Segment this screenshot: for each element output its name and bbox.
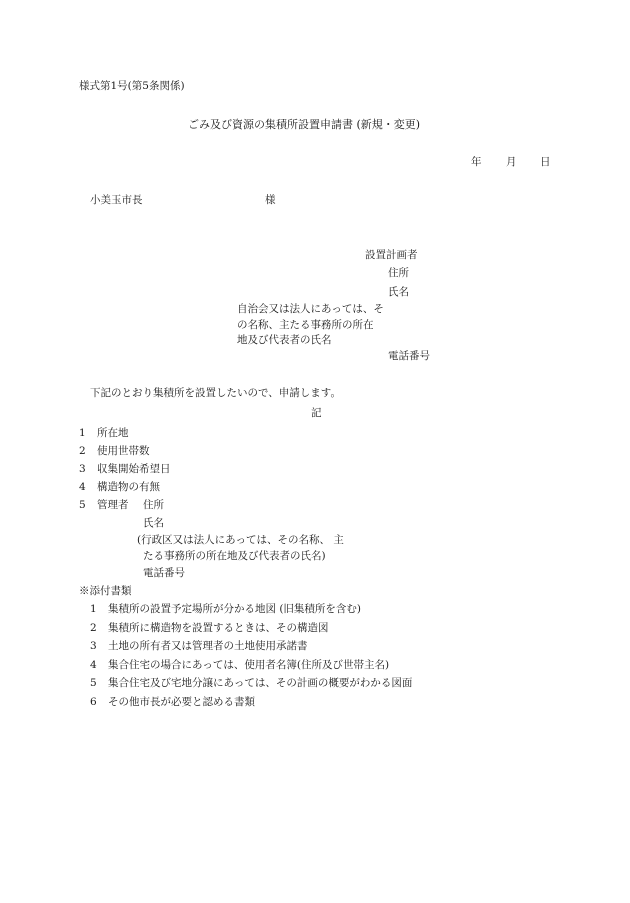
form-number: 様式第1号(第5条関係) — [79, 80, 185, 92]
item-number: 5 — [79, 499, 86, 511]
date-day-label: 日 — [540, 156, 551, 168]
item-number: 1 — [79, 427, 86, 439]
attachment-number: 1 — [90, 603, 97, 615]
item-label: 構造物の有無 — [97, 481, 160, 493]
applicant-note-line: の名称、主たる事務所の所在 — [237, 319, 374, 331]
attachments-heading: ※添付書類 — [79, 585, 132, 597]
addressee-honorific: 様 — [265, 194, 276, 206]
attachment-number: 4 — [90, 659, 97, 671]
manager-note-line: たる事務所の所在地及び代表者の氏名) — [143, 550, 326, 562]
applicant-name-label: 氏名 — [388, 286, 409, 298]
applicant-phone-label: 電話番号 — [388, 350, 430, 362]
manager-note-line: (行政区又は法人にあっては、その名称、 主 — [137, 534, 344, 546]
attachment-text: 集合住宅及び宅地分譲にあっては、その計画の概要がわかる図面 — [108, 677, 413, 689]
manager-phone-label: 電話番号 — [143, 567, 185, 579]
date-month-label: 月 — [506, 156, 517, 168]
addressee-name: 小美玉市長 — [90, 194, 143, 206]
application-statement: 下記のとおり集積所を設置したいので、申請します。 — [90, 387, 341, 399]
item-number: 3 — [79, 463, 86, 475]
item-number: 4 — [79, 481, 86, 493]
item-label: 収集開始希望日 — [97, 463, 171, 475]
attachment-number: 5 — [90, 677, 97, 689]
date-year-label: 年 — [471, 156, 482, 168]
attachment-text: 土地の所有者又は管理者の土地使用承諾書 — [108, 640, 308, 652]
attachment-number: 3 — [90, 640, 97, 652]
attachment-text: その他市長が必要と認める書類 — [108, 696, 255, 708]
manager-name-label: 氏名 — [143, 517, 164, 529]
document-title: ごみ及び資源の集積所設置申請書 (新規・変更) — [188, 118, 421, 131]
attachment-number: 6 — [90, 696, 97, 708]
manager-address-label: 住所 — [143, 499, 164, 511]
applicant-address-label: 住所 — [388, 267, 409, 279]
attachment-text: 集合住宅の場合にあっては、使用者名簿(住所及び世帯主名) — [108, 659, 390, 671]
applicant-note-line: 自治会又は法人にあっては、そ — [237, 303, 384, 315]
applicant-label: 設置計画者 — [365, 249, 418, 261]
attachment-text: 集積所に構造物を設置するときは、その構造図 — [108, 622, 329, 634]
attachment-text: 集積所の設置予定場所が分かる地図 (旧集積所を含む) — [108, 603, 362, 615]
item-label: 管理者 — [97, 499, 129, 511]
ki-heading: 記 — [311, 407, 322, 419]
item-label: 所在地 — [97, 427, 129, 439]
item-number: 2 — [79, 445, 86, 457]
attachment-number: 2 — [90, 622, 97, 634]
item-label: 使用世帯数 — [97, 445, 150, 457]
applicant-note-line: 地及び代表者の氏名 — [237, 334, 332, 346]
